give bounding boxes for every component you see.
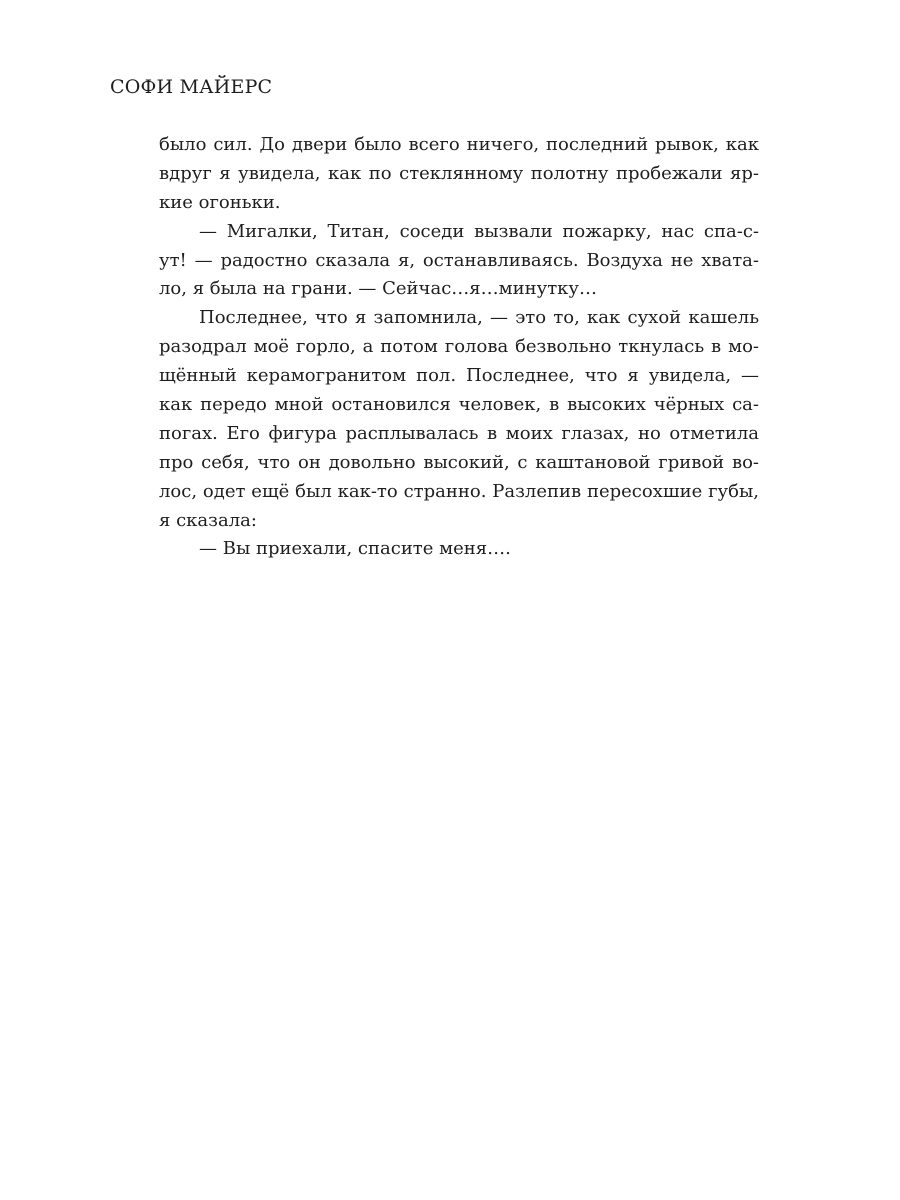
text-line: лос, одет ещё был как-то странно. Разлепив пересохшие губы,: [159, 480, 759, 502]
text-line: было сил. До двери было всего ничего, последний рывок, как: [159, 134, 759, 155]
text-line: я сказала:: [159, 509, 257, 531]
text-line: ло, я была на грани. — Сейчас…я…минутку…: [159, 278, 598, 300]
text-line: Последнее, что я запомнила, — это то, как сухой кашель: [199, 307, 759, 329]
text-line: — Мигалки, Титан, соседи вызвали пожарку, нас спа-с-: [199, 220, 759, 242]
text-line: как передо мной остановился человек, в высоких чёрных са-: [159, 394, 759, 416]
text-line: разодрал моё горло, а потом голова безвольно ткнулась в мо-: [159, 336, 759, 358]
body-text: [159, 131, 759, 564]
running-header: СОФИ МАЙЕРС: [110, 76, 273, 98]
text-line: про себя, что он довольно высокий, с каштановой гривой во-: [159, 451, 759, 473]
text-line: вдруг я увидела, как по стеклянному полотну пробежали яр-: [159, 162, 759, 184]
text-line: ут! — радостно сказала я, останавливаясь. Воздуха не хвата-: [159, 249, 759, 271]
text-line: погах. Его фигура расплывалась в моих глазах, но отметила: [159, 422, 759, 444]
text-line: щённый керамогранитом пол. Последнее, что я увидела, —: [159, 365, 759, 387]
text-line: кие огоньки.: [159, 191, 281, 213]
text-line: — Вы приехали, спасите меня….: [199, 538, 511, 560]
